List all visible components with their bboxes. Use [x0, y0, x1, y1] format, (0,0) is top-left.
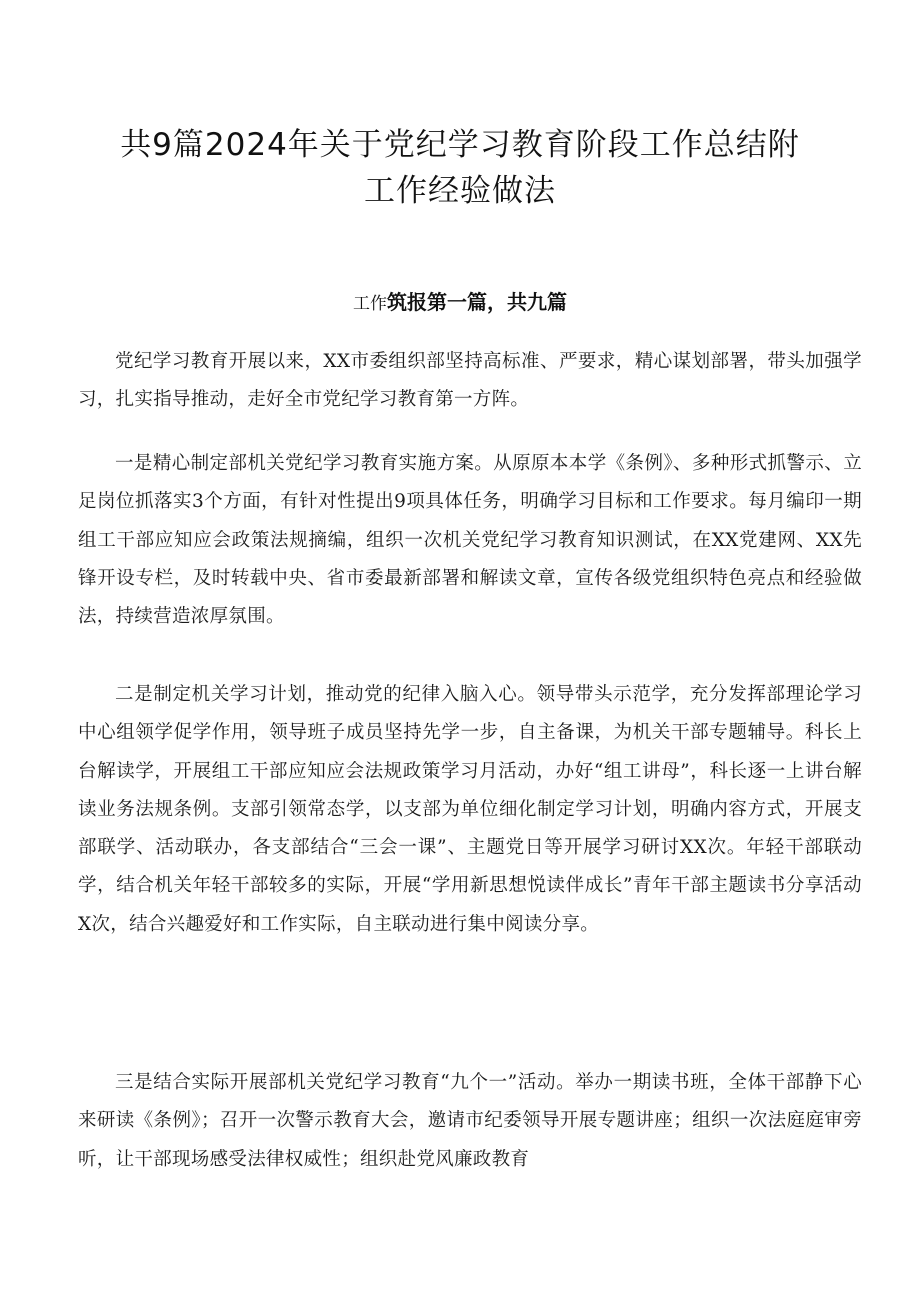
paragraph-two: 二是制定机关学习计划，推动党的纪律入脑入心。领导带头示范学，充分发挥部理论学习中心组领学促学作用，领导班子成员坚持先学一步，自主备课，为机关干部专题辅导。科长上台解读学，开展组工干部应知应会法规政策学习月活动，办好“组工讲母”，科长逐一上讲台解读业务法规条例。支部引领常态学，以支部为单位细化制定学习计划，明确内容方式，开展支部联学、活动联办，各支部结合“三会一课”、主题党日等开展学习研讨XX次。年轻干部联动学，结合机关年轻干部较多的实际，开展“学用新思想悦读伴成长”青年干部主题读书分享活动X次，结合兴趣爱好和工作实际，自主联动进行集中阅读分享。: [78, 684, 862, 935]
paragraph-three: 三是结合实际开展部机关党纪学习教育“九个一”活动。举办一期读书班，全体干部静下心来研读《条例》；召开一次警示教育大会，邀请市纪委领导开展专题讲座；组织一次法庭庭审旁听，让干部现场感受法律权威性；组织赴党风廉政教育: [78, 1072, 862, 1170]
subtitle-main: 筑报第一篇，共九篇: [387, 290, 567, 314]
paragraph-intro: 党纪学习教育开展以来，XX市委组织部坚持高标准、严要求，精心谋划部署，带头加强学习，扎实指导推动，走好全市党纪学习教育第一方阵。: [78, 351, 862, 411]
document-title: 共9篇2024年关于党纪学习教育阶段工作总结附工作经验做法: [120, 127, 800, 209]
subtitle-prefix: 工作: [353, 294, 387, 314]
section-subtitle: [0, 287, 920, 319]
paragraph-one: 一是精心制定部机关党纪学习教育实施方案。从原原本本学《条例》、多种形式抓警示、立足岗位抓落实3个方面，有针对性提出9项具体任务，明确学习目标和工作要求。每月编印一期组工干部应知应会政策法规摘编，组织一次机关党纪学习教育知识测试，在XX党建网、XX先锋开设专栏，及时转载中央、省市委最新部署和解读文章，宣传各级党组织特色亮点和经验做法，持续营造浓厚氛围。: [78, 453, 862, 628]
